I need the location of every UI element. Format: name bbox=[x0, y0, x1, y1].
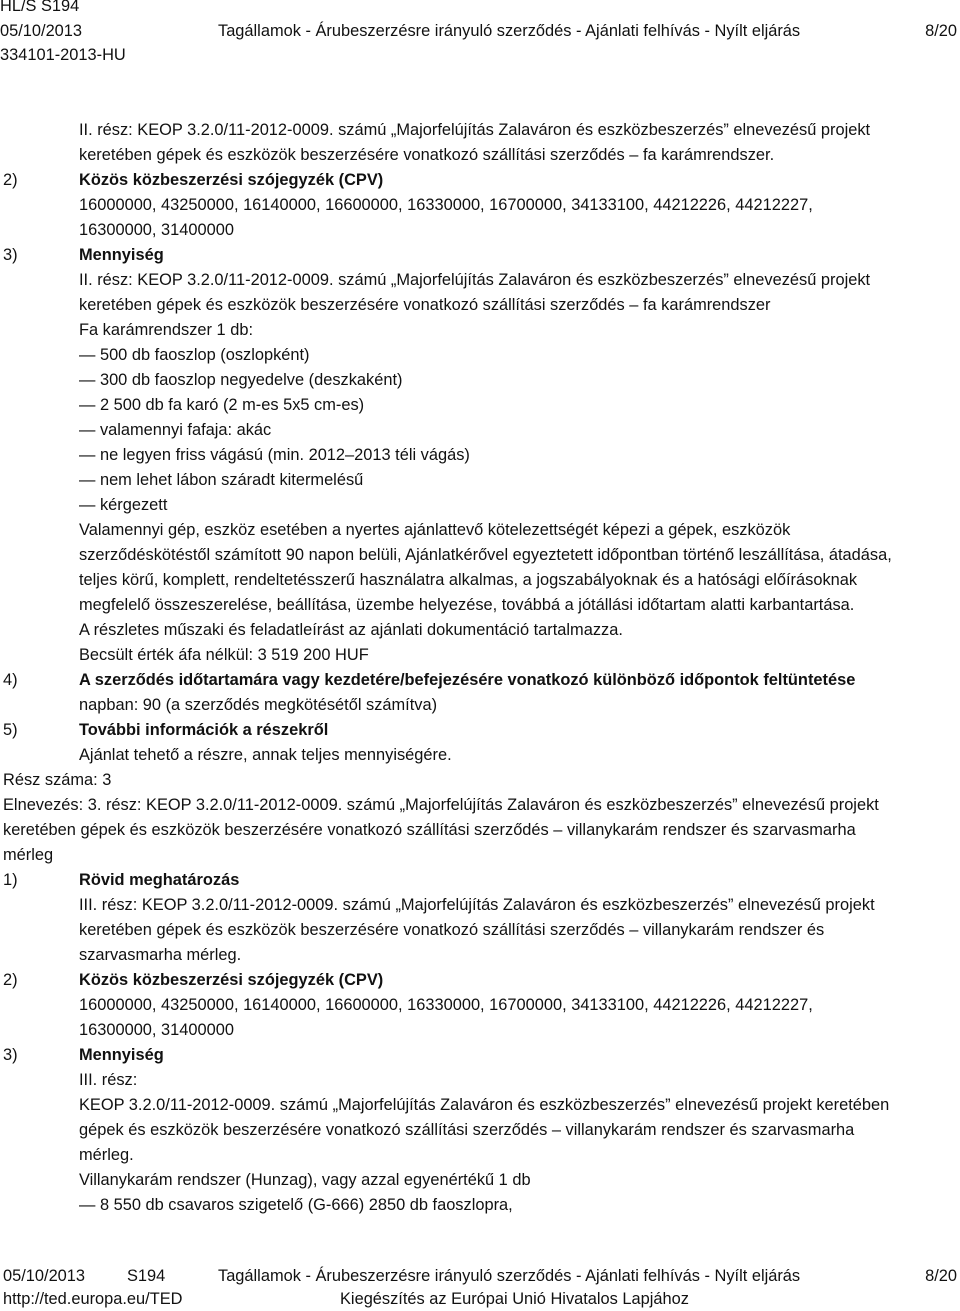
part2-info-section bbox=[0, 718, 960, 768]
dash-list-item: — 500 db faoszlop (oszlopként) bbox=[0, 343, 960, 368]
cpv-codes: 16300000, 31400000 bbox=[79, 221, 234, 239]
footer-date: 05/10/2013 bbox=[3, 1267, 86, 1285]
section-heading: Közös közbeszerzési szójegyzék (CPV) bbox=[79, 971, 384, 989]
dash-list-item: — nem lehet lábon száradt kitermelésű bbox=[0, 468, 960, 493]
footer-title: Tagállamok - Árubeszerzésre irányuló szerződés - Ajánlati felhívás - Nyílt eljárás bbox=[218, 1267, 801, 1285]
paragraph-line: keretében gépek és eszközök beszerzésére vonatkozó szállítási szerződés – fa karámrendszer bbox=[79, 296, 771, 314]
paragraph-line: III. rész: KEOP 3.2.0/11-2012-0009. számú „Majorfelújítás Zalaváron és eszközbeszerzés” elnevezésű projekt bbox=[79, 896, 875, 914]
section-heading: Közös közbeszerzési szójegyzék (CPV) bbox=[79, 171, 384, 189]
part2-description-line: II. rész: KEOP 3.2.0/11-2012-0009. számú „Majorfelújítás Zalaváron és eszközbeszerzés” elnevezésű projekt bbox=[79, 121, 871, 139]
part3-short-description-section bbox=[0, 868, 960, 968]
cpv-codes: 16000000, 43250000, 16140000, 16600000, 16330000, 16700000, 34133100, 44212226, 44212227, bbox=[79, 996, 813, 1014]
footer-series: S194 bbox=[127, 1267, 166, 1285]
dash-list-item: — valamennyi fafaja: akác bbox=[0, 418, 960, 443]
section-heading: A szerződés időtartamára vagy kezdetére/befejezésére vonatkozó különböző időpontok feltüntetése bbox=[79, 671, 856, 689]
part3-cpv-section bbox=[0, 968, 960, 1043]
part-name-line: keretében gépek és eszközök beszerzésére vonatkozó szállítási szerződés – villanykarám rendszer és szarvasmarha bbox=[3, 821, 856, 839]
header-title: Tagállamok - Árubeszerzésre irányuló szerződés - Ajánlati felhívás - Nyílt eljárás bbox=[218, 22, 801, 40]
part-name-line: mérleg bbox=[3, 846, 54, 864]
paragraph-line: Fa karámrendszer 1 db: bbox=[79, 321, 253, 339]
notice-id: 334101-2013-HU bbox=[0, 46, 126, 64]
estimated-value: Becsült érték áfa nélkül: 3 519 200 HUF bbox=[79, 646, 369, 664]
paragraph-line: gépek és eszközök beszerzésére vonatkozó szállítási szerződés – villanykarám rendszer és szarvasmarha bbox=[79, 1121, 855, 1139]
paragraph-line: Valamennyi gép, eszköz esetében a nyertes ajánlattevő kötelezettségét képezi a gépek, eszközök bbox=[79, 521, 791, 539]
dash-list-item: — 8 550 db csavaros szigetelő (G-666) 2850 db faoszlopra, bbox=[0, 1193, 960, 1218]
document-body bbox=[0, 118, 960, 1218]
part2-duration-section bbox=[0, 668, 960, 718]
section-number: 2) bbox=[3, 971, 18, 989]
dash-list-item: — 300 db faoszlop negyedelve (deszkaként) bbox=[0, 368, 960, 393]
part3-quantity-section bbox=[0, 1043, 960, 1218]
footer-page-number: 8/20 bbox=[925, 1267, 957, 1285]
part-name-line: Elnevezés: 3. rész: KEOP 3.2.0/11-2012-0009. számú „Majorfelújítás Zalaváron és eszközbeszerzés” elnevezésű projekt bbox=[3, 796, 879, 814]
part-number: Rész száma: 3 bbox=[3, 771, 112, 789]
ted-link[interactable]: http://ted.europa.eu/TED bbox=[3, 1290, 183, 1308]
paragraph-line: III. rész: bbox=[79, 1071, 138, 1089]
part2-quantity-section bbox=[0, 243, 960, 668]
page-footer bbox=[0, 1265, 960, 1311]
section-number: 3) bbox=[3, 246, 18, 264]
paragraph-line: Villanykarám rendszer (Hunzag), vagy azzal egyenértékű 1 db bbox=[79, 1171, 531, 1189]
section-heading: További információk a részekről bbox=[79, 721, 329, 739]
header-date: 05/10/2013 bbox=[0, 22, 83, 40]
journal-code: HL/S S194 bbox=[0, 0, 80, 15]
paragraph-line: II. rész: KEOP 3.2.0/11-2012-0009. számú „Majorfelújítás Zalaváron és eszközbeszerzés” elnevezésű projekt bbox=[79, 271, 871, 289]
paragraph-line: megfelelő összeszerelése, beállítása, üzembe helyezése, továbbá a jótállási időtartam alatti karbantartása. bbox=[79, 596, 855, 614]
section-number: 3) bbox=[3, 1046, 18, 1064]
page-header bbox=[0, 0, 960, 70]
paragraph-line: napban: 90 (a szerződés megkötésétől számítva) bbox=[79, 696, 438, 714]
cpv-codes: 16000000, 43250000, 16140000, 16600000, 16330000, 16700000, 34133100, 44212226, 44212227, bbox=[79, 196, 813, 214]
section-number: 2) bbox=[3, 171, 18, 189]
publisher-name: Kiegészítés az Európai Unió Hivatalos Lapjához bbox=[340, 1290, 689, 1308]
section-heading: Mennyiség bbox=[79, 246, 164, 264]
paragraph-line: teljes körű, komplett, rendeltetésszerű használatra alkalmas, a jogszabályoknak és a hatósági előírásoknak bbox=[79, 571, 858, 589]
cpv-codes: 16300000, 31400000 bbox=[79, 1021, 234, 1039]
paragraph-line: mérleg. bbox=[79, 1146, 134, 1164]
section-heading: Rövid meghatározás bbox=[79, 871, 240, 889]
paragraph-line: keretében gépek és eszközök beszerzésére vonatkozó szállítási szerződés – villanykarám rendszer és bbox=[79, 921, 825, 939]
section-heading: Mennyiség bbox=[79, 1046, 164, 1064]
paragraph-line: A részletes műszaki és feladatleírást az ajánlati dokumentáció tartalmazza. bbox=[79, 621, 623, 639]
dash-list-item: — 2 500 db fa karó (2 m-es 5x5 cm-es) bbox=[0, 393, 960, 418]
part2-cpv-section bbox=[0, 168, 960, 243]
section-number: 1) bbox=[3, 871, 18, 889]
paragraph-line: szarvasmarha mérleg. bbox=[79, 946, 242, 964]
part2-description-line: keretében gépek és eszközök beszerzésére vonatkozó szállítási szerződés – fa karámrendszer. bbox=[79, 146, 775, 164]
paragraph-line: KEOP 3.2.0/11-2012-0009. számú „Majorfelújítás Zalaváron és eszközbeszerzés” elnevezésű projekt keretében bbox=[79, 1096, 890, 1114]
section-number: 5) bbox=[3, 721, 18, 739]
section-number: 4) bbox=[3, 671, 18, 689]
header-page-number: 8/20 bbox=[925, 22, 957, 40]
dash-list-item: — ne legyen friss vágású (min. 2012–2013 téli vágás) bbox=[0, 443, 960, 468]
dash-list-item: — kérgezett bbox=[0, 493, 960, 518]
paragraph-line: szerződéskötéstől számított 90 napon belüli, Ajánlatkérővel egyeztetett időpontban történő leszállítása, átadása, bbox=[79, 546, 892, 564]
paragraph-line: Ajánlat tehető a részre, annak teljes mennyiségére. bbox=[79, 746, 452, 764]
